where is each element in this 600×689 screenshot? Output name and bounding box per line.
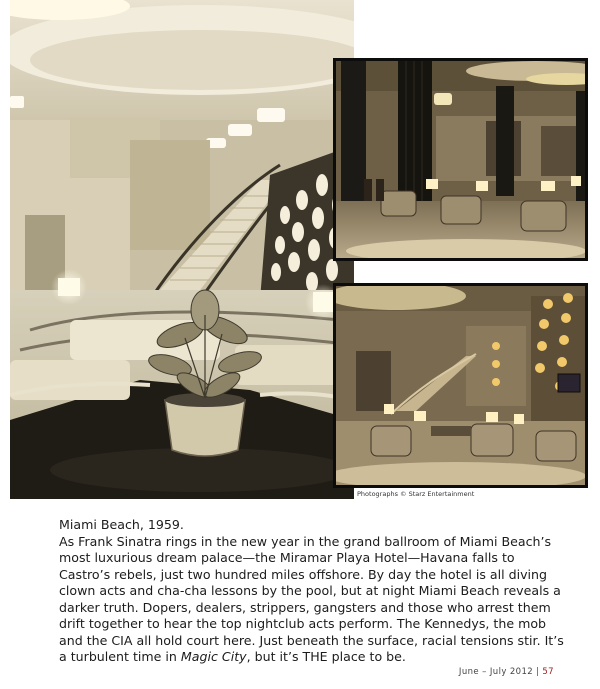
article-body-part-2: , but it’s THE place to be. [246, 649, 406, 664]
article-body [59, 534, 569, 666]
article-body-part-1: As Frank Sinatra rings in the new year in the grand ballroom of Miami Beach’s most luxurious dream palace—the Miramar Playa Hotel—Havana falls to Castro’s rebels, just two hundred miles offshore. By day the hotel is all diving clown acts and cha-cha lessons by the pool, but at night Miami Beach reveals a darker truth. Dopers, dealers, strippers, gangsters and those who arrest them drift together to hear the top nightclub acts perform. The Kennedys, the mob and the CIA all hold court here. Just beneath the surface, racial tensions stir. It’s a turbulent time in [59, 533, 564, 664]
page-number: 57 [542, 667, 554, 677]
article-text [59, 517, 569, 666]
lounge-inset-photo [333, 58, 588, 261]
page-footer [459, 667, 554, 677]
main-lobby-photo [10, 0, 354, 499]
staircase-inset-photo [333, 283, 588, 488]
issue-date: June – July 2012 [458, 667, 534, 677]
show-title: Magic City [180, 649, 247, 664]
photo-credit: Photographs © Starz Entertainment [357, 490, 475, 498]
article-dateline: Miami Beach, 1959. [59, 517, 184, 532]
footer-separator: | [536, 667, 540, 677]
